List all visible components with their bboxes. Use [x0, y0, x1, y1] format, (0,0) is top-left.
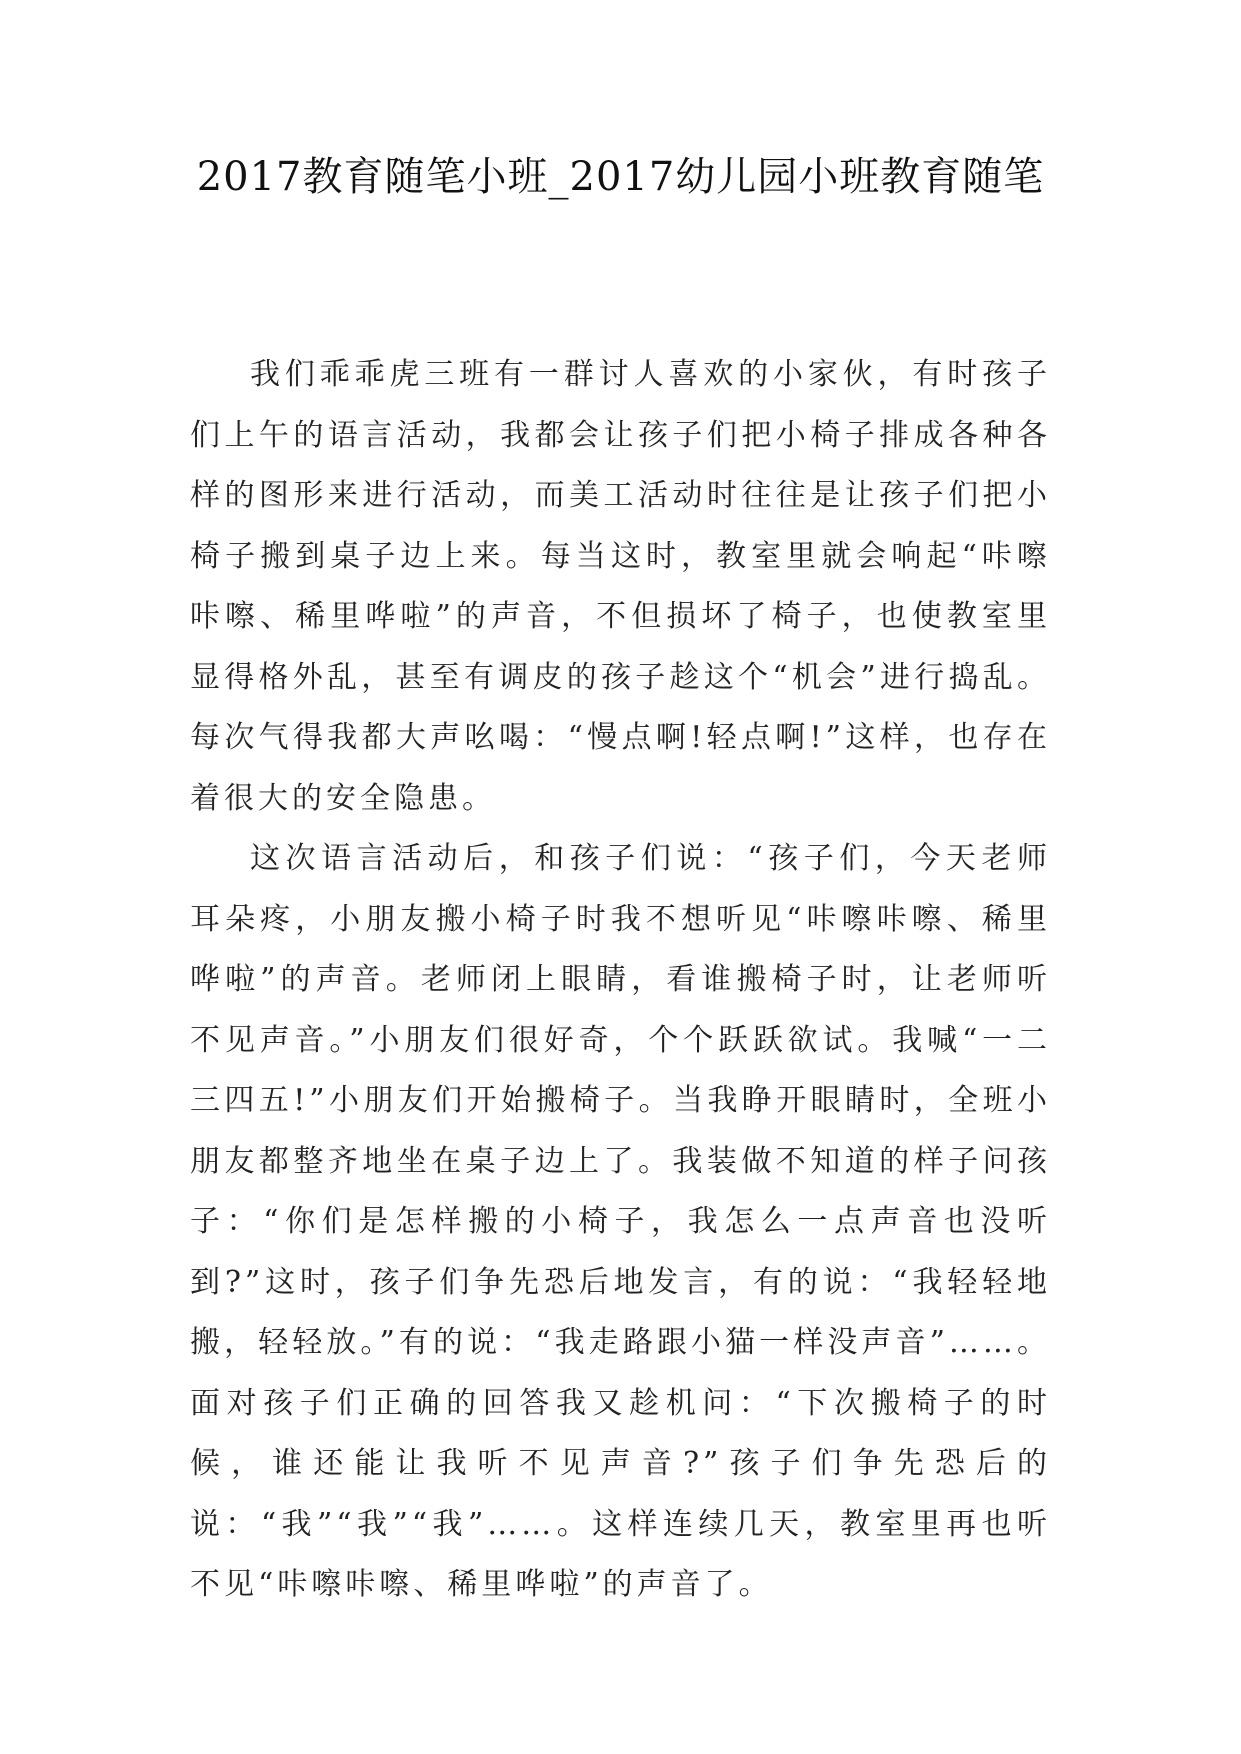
- document-title: 2017教育随笔小班_2017幼儿园小班教育随笔: [196, 154, 1045, 200]
- paragraph-2: 这次语言活动后，和孩子们说：“孩子们，今天老师耳朵疼，小朋友搬小椅子时我不想听见“咔嚓咔嚓、稀里哗啦”的声音。老师闭上眼睛，看谁搬椅子时，让老师听不见声音。”小朋友们很好奇，个个跃跃欲试。我喊“一二三四五!”小朋友们开始搬椅子。当我睁开眼睛时，全班小朋友都整齐地坐在桌子边上了。我装做不知道的样子问孩子：“你们是怎样搬的小椅子，我怎么一点声音也没听到?”这时，孩子们争先恐后地发言，有的说：“我轻轻地搬，轻轻放。”有的说：“我走路跟小猫一样没声音”……。面对孩子们正确的回答我又趁机问：“下次搬椅子的时候，谁还能让我听不见声音?”孩子们争先恐后的说：“我”“我”“我”……。这样连续几天，教室里再也听不见“咔嚓咔嚓、稀里哗啦”的声音了。: [190, 841, 1051, 1602]
- document-body: [190, 345, 1051, 1616]
- paragraph-1: 我们乖乖虎三班有一群讨人喜欢的小家伙，有时孩子们上午的语言活动，我都会让孩子们把小椅子排成各种各样的图形来进行活动，而美工活动时往往是让孩子们把小椅子搬到桌子边上来。每当这时，教室里就会响起“咔嚓咔嚓、稀里哗啦”的声音，不但损坏了椅子，也使教室里显得格外乱，甚至有调皮的孩子趁这个“机会”进行捣乱。每次气得我都大声吆喝：“慢点啊!轻点啊!”这样，也存在着很大的安全隐患。: [190, 357, 1051, 816]
